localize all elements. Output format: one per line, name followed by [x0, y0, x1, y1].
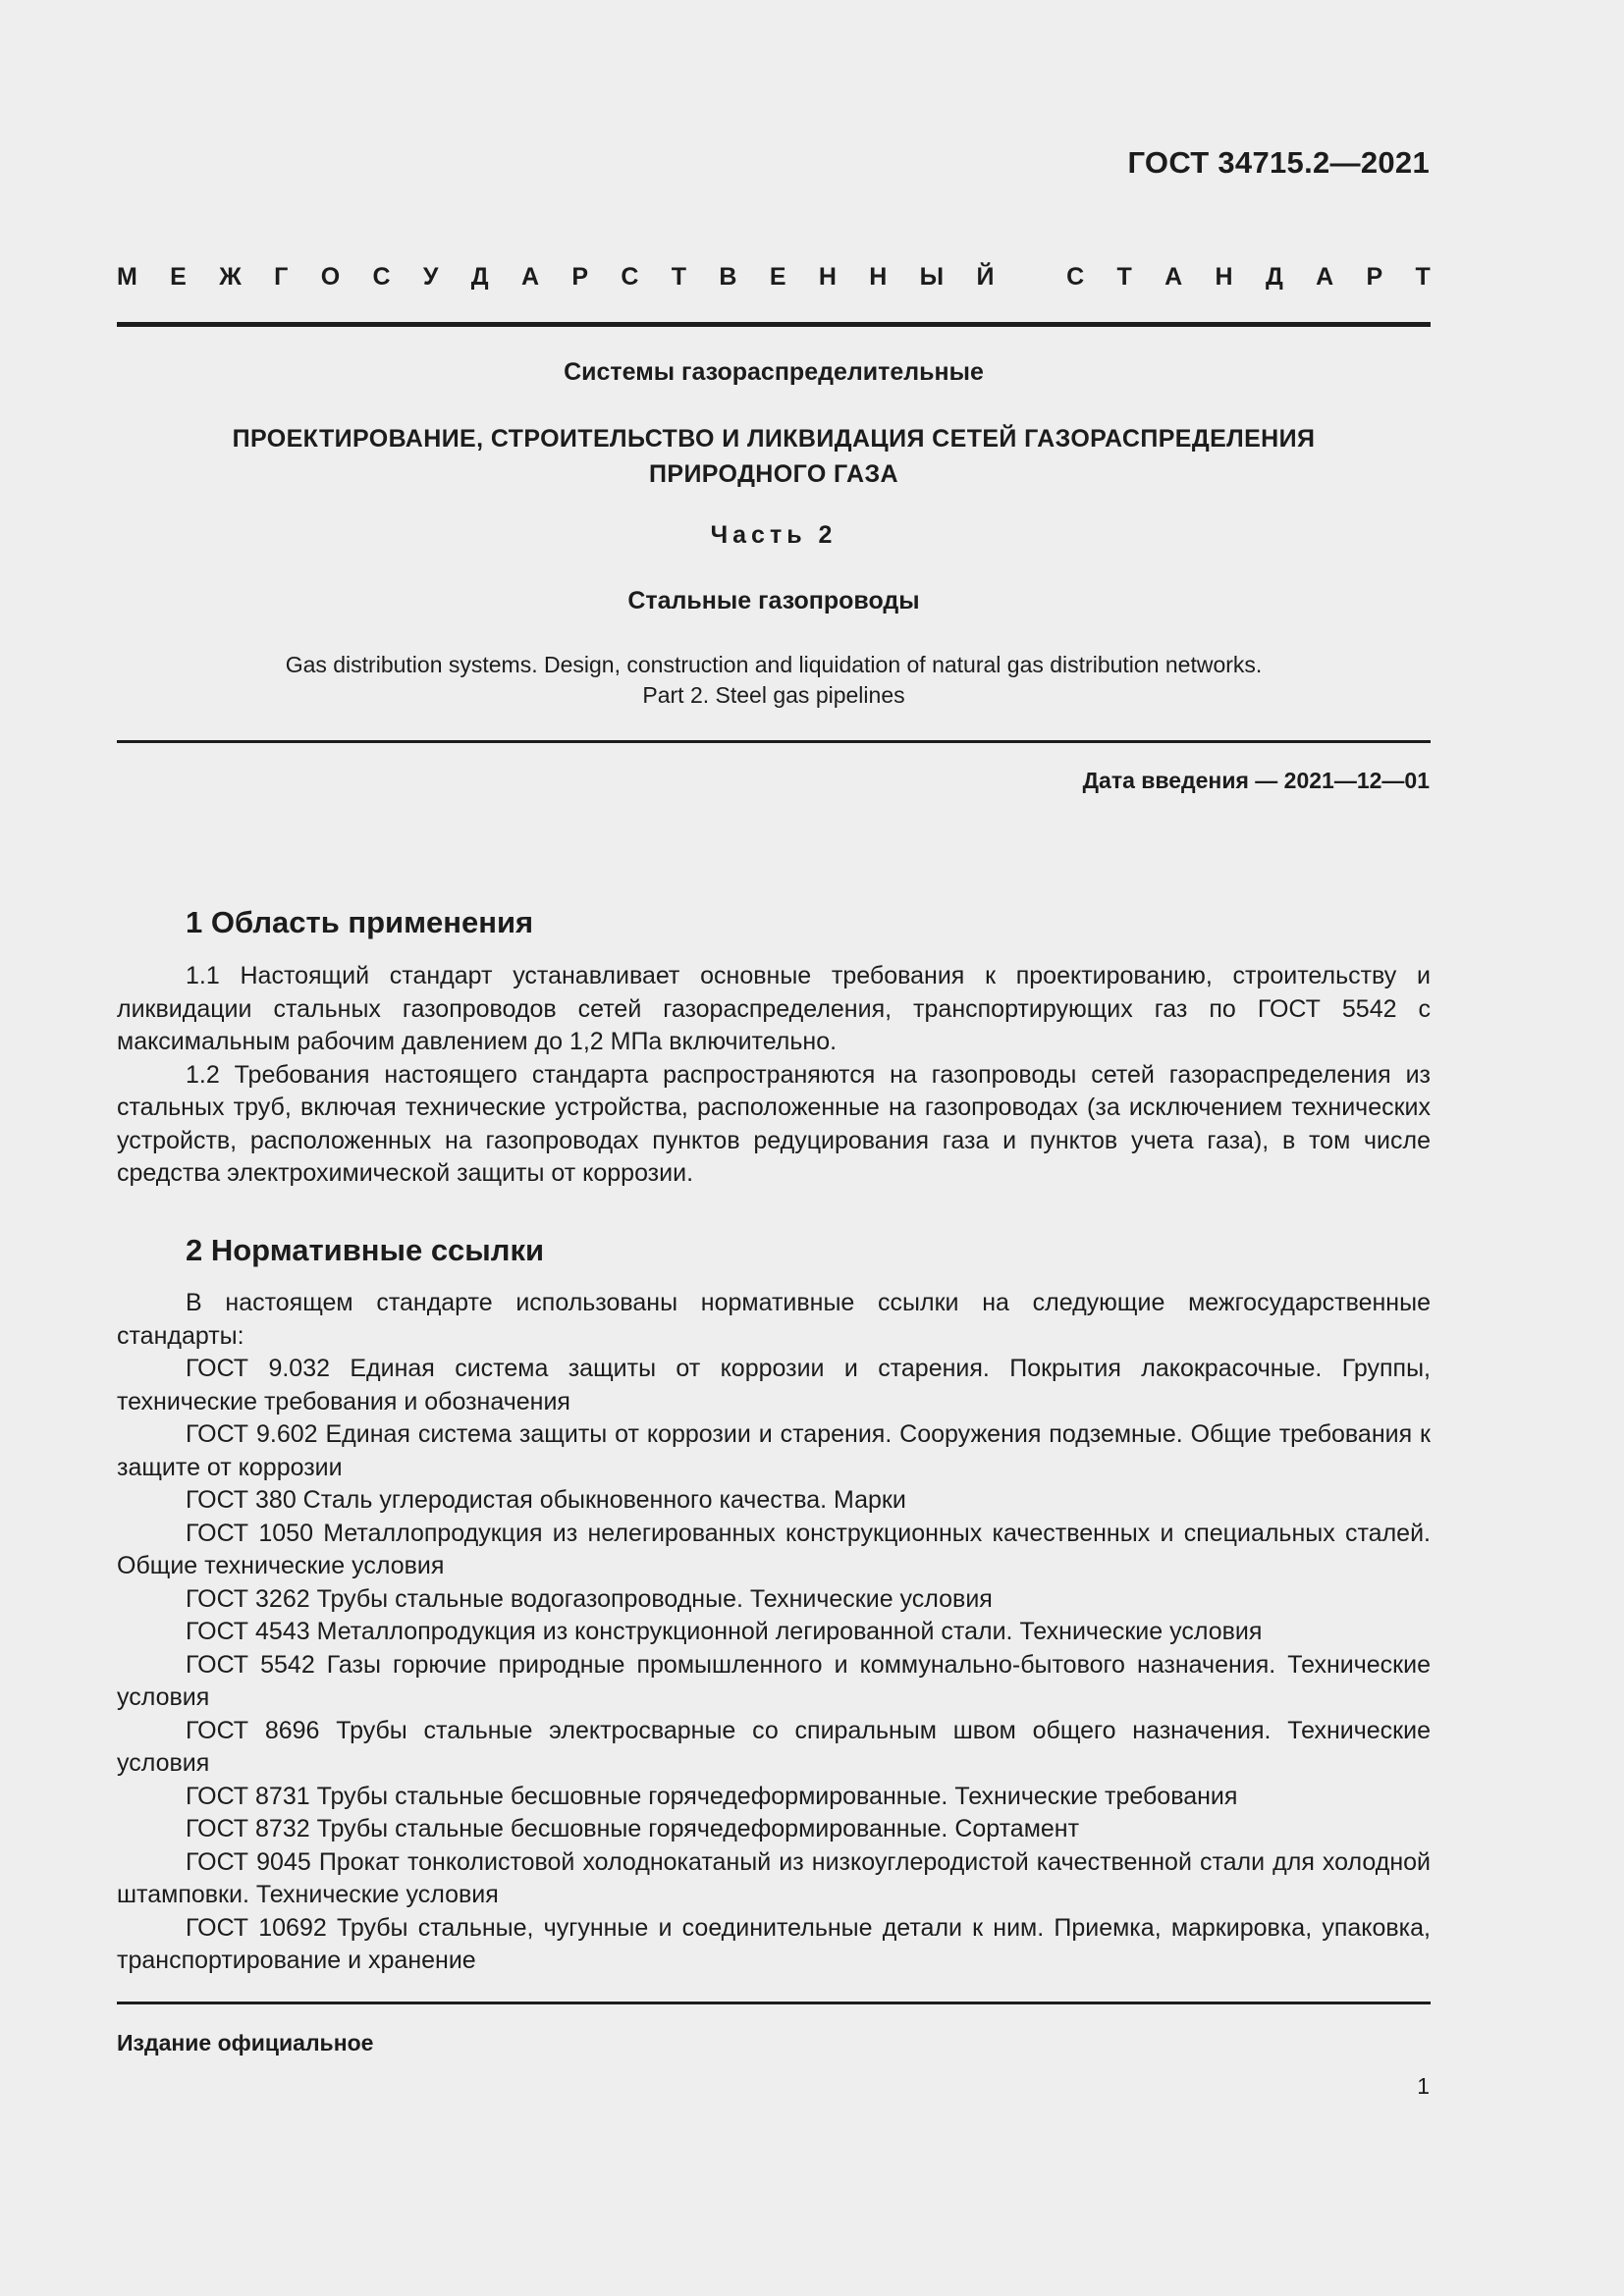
- reference-item: ГОСТ 5542 Газы горючие природные промышленного и коммунально-бытового назначения. Технические условия: [117, 1650, 1431, 1711]
- page-number: 1: [1417, 2073, 1430, 2099]
- banner-letter: Н: [818, 263, 837, 291]
- banner-letter: Н: [869, 263, 888, 291]
- banner-letter: Г: [274, 263, 289, 291]
- banner-letter: У: [422, 263, 439, 291]
- reference-item: ГОСТ 8731 Трубы стальные бесшовные горячедеформированные. Технические требования: [186, 1782, 1238, 1810]
- banner-letter: М: [117, 263, 137, 291]
- banner-letter: С: [1066, 263, 1085, 291]
- interstate-standard-banner: [117, 263, 1431, 292]
- main-title-line-1: ПРОЕКТИРОВАНИЕ, СТРОИТЕЛЬСТВО И ЛИКВИДАЦИЯ СЕТЕЙ ГАЗОРАСПРЕДЕЛЕНИЯ: [232, 425, 1316, 453]
- banner-letter: С: [621, 263, 639, 291]
- reference-item: ГОСТ 380 Сталь углеродистая обыкновенного качества. Марки: [186, 1486, 906, 1514]
- banner-letter: Е: [769, 263, 786, 291]
- paragraph: 1.2 Требования настоящего стандарта распространяются на газопроводы сетей газораспределения из стальных труб, включая технические устройства, расположенные на газопроводах (за исключением технических устройств, расположенных на газопроводах пунктов редуцирования газа и пунктов учета газа), в том числе средства электрохимической защиты от коррозии.: [117, 1060, 1431, 1187]
- english-title: [117, 650, 1431, 711]
- section-scope: [117, 905, 1431, 1191]
- document-number: ГОСТ 34715.2—2021: [1127, 145, 1430, 180]
- banner-letter: В: [719, 263, 737, 291]
- main-title-line-2: ПРИРОДНОГО ГАЗА: [649, 460, 898, 488]
- reference-item: ГОСТ 9.602 Единая система защиты от коррозии и старения. Сооружения подземные. Общие требования к защите от коррозии: [117, 1420, 1431, 1481]
- reference-item: ГОСТ 8732 Трубы стальные бесшовные горячедеформированные. Сортамент: [186, 1815, 1080, 1842]
- banner-letter: [1027, 263, 1034, 292]
- banner-letter: Р: [571, 263, 589, 291]
- main-title: [117, 421, 1431, 492]
- section-heading: 2 Нормативные ссылки: [186, 1233, 545, 1267]
- title-divider: [117, 740, 1431, 743]
- banner-letter: Е: [170, 263, 187, 291]
- top-divider: [117, 322, 1431, 327]
- banner-letter: Т: [1415, 263, 1431, 291]
- banner-letter: А: [1316, 263, 1334, 291]
- banner-letter: Д: [1265, 263, 1283, 291]
- section-body: [117, 1287, 1431, 1978]
- banner-letter: А: [520, 263, 540, 291]
- banner-letter: Ы: [919, 263, 945, 291]
- official-edition-label: Издание официальное: [117, 2030, 374, 2056]
- section-body: [117, 960, 1431, 1191]
- banner-letter: Р: [1366, 263, 1383, 291]
- reference-item: ГОСТ 9.032 Единая система защиты от коррозии и старения. Покрытия лакокрасочные. Группы, технические требования и обозначения: [117, 1355, 1431, 1415]
- reference-item: ГОСТ 10692 Трубы стальные, чугунные и соединительные детали к ним. Приемка, маркировка, упаковка, транспортирование и хранение: [117, 1913, 1431, 1974]
- banner-letter: Ж: [219, 263, 242, 291]
- banner-letter: А: [1164, 263, 1183, 291]
- part-title: Часть 2: [710, 521, 838, 549]
- banner-letter: Т: [1116, 263, 1132, 291]
- banner-letter: С: [372, 263, 391, 291]
- footer-divider: [117, 2002, 1431, 2004]
- system-title: Системы газораспределительные: [564, 358, 984, 386]
- reference-item: ГОСТ 3262 Трубы стальные водогазопроводные. Технические условия: [186, 1584, 993, 1613]
- banner-letter: О: [320, 263, 341, 291]
- reference-item: ГОСТ 9045 Прокат тонколистовой холоднокатаный из низкоуглеродистой качественной стали для холодной штамповки. Технические условия: [117, 1847, 1431, 1908]
- subtitle: Стальные газопроводы: [627, 587, 920, 614]
- reference-item: ГОСТ 4543 Металлопродукция из конструкционной легированной стали. Технические условия: [186, 1618, 1263, 1645]
- introduction-date: Дата введения — 2021—12—01: [1082, 768, 1430, 793]
- reference-item: ГОСТ 8696 Трубы стальные электросварные со спиральным швом общего назначения. Технические условия: [117, 1716, 1431, 1777]
- banner-letter: Й: [976, 263, 995, 291]
- english-title-line-1: Gas distribution systems. Design, construction and liquidation of natural gas distribution networks.: [285, 652, 1263, 677]
- section-heading: 1 Область применения: [186, 905, 534, 939]
- banner-letter: Н: [1215, 263, 1233, 291]
- paragraph: В настоящем стандарте использованы нормативные ссылки на следующие межгосударственные стандарты:: [117, 1289, 1431, 1350]
- paragraph: 1.1 Настоящий стандарт устанавливает основные требования к проектированию, строительству и ликвидации стальных газопроводов сетей газораспределения, транспортирующих газ по ГОСТ 5542 с максимальным рабочим давлением до 1,2 МПа включительно.: [117, 962, 1431, 1055]
- reference-item: ГОСТ 1050 Металлопродукция из нелегированных конструкционных качественных и специальных сталей. Общие технические условия: [117, 1519, 1431, 1579]
- banner-letter: Т: [671, 263, 687, 291]
- banner-letter: Д: [470, 263, 489, 291]
- english-title-line-2: Part 2. Steel gas pipelines: [642, 682, 905, 708]
- section-normative-references: [117, 1233, 1431, 1978]
